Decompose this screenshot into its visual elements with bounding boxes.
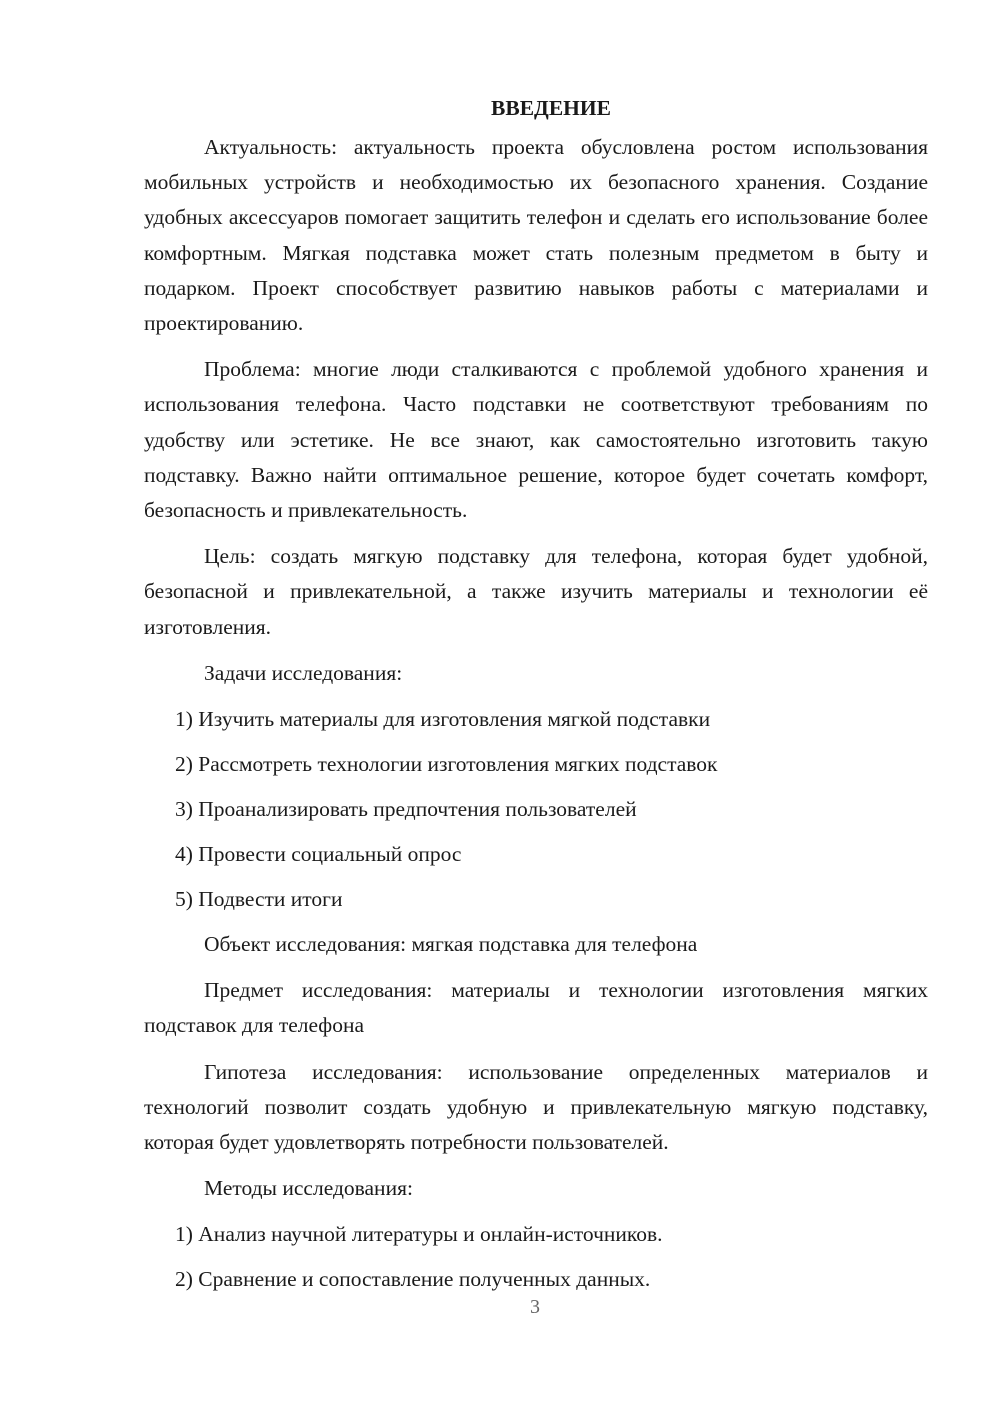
task-item-2: 2) Рассмотреть технологии изготовления мягких подставок (175, 752, 718, 777)
goal-paragraph: Цель: создать мягкую подставку для телефона, которая будет удобной, безопасной и привлекательной, а также изучить материалы и технологии её изготовления. (144, 544, 928, 639)
section-heading: ВВЕДЕНИЕ (491, 96, 611, 120)
method-item-1: 1) Анализ научной литературы и онлайн-источников. (175, 1222, 663, 1247)
methods-heading: Методы исследования: (204, 1176, 413, 1201)
relevance-paragraph: Актуальность: актуальность проекта обусловлена ростом использования мобильных устройств и необходимостью их безопасного хранения. Создание удобных аксессуаров помогает защитить телефон и сделать его использование более комфортным. Мягкая подставка может стать полезным предметом в быту и подарком. Проект способствует развитию навыков работы с материалами и проектированию. (144, 135, 928, 336)
tasks-heading: Задачи исследования: (204, 660, 403, 685)
page-number: 3 (530, 1296, 540, 1318)
task-item-4: 4) Провести социальный опрос (175, 842, 462, 867)
object-paragraph: Объект исследования: мягкая подставка для телефона (204, 932, 698, 957)
subject-paragraph: Предмет исследования: материалы и технологии изготовления мягких подставок для телефона (144, 978, 928, 1038)
task-item-3: 3) Проанализировать предпочтения пользователей (175, 797, 637, 822)
document-body (144, 91, 928, 1307)
problem-paragraph: Проблема: многие люди сталкиваются с проблемой удобного хранения и использования телефона. Часто подставки не соответствуют требованиям по удобству или эстетике. Не все знают, как самостоятельно изготовить такую подставку. Важно найти оптимальное решение, которое будет сочетать комфорт, безопасность и привлекательность. (144, 357, 928, 523)
hypothesis-paragraph: Гипотеза исследования: использование определенных материалов и технологий позволит создать удобную и привлекательную мягкую подставку, которая будет удовлетворять потребности пользователей. (144, 1059, 928, 1155)
task-item-5: 5) Подвести итоги (175, 887, 343, 912)
task-item-1: 1) Изучить материалы для изготовления мягкой подставки (175, 707, 711, 732)
method-item-2: 2) Сравнение и сопоставление полученных данных. (175, 1267, 651, 1292)
